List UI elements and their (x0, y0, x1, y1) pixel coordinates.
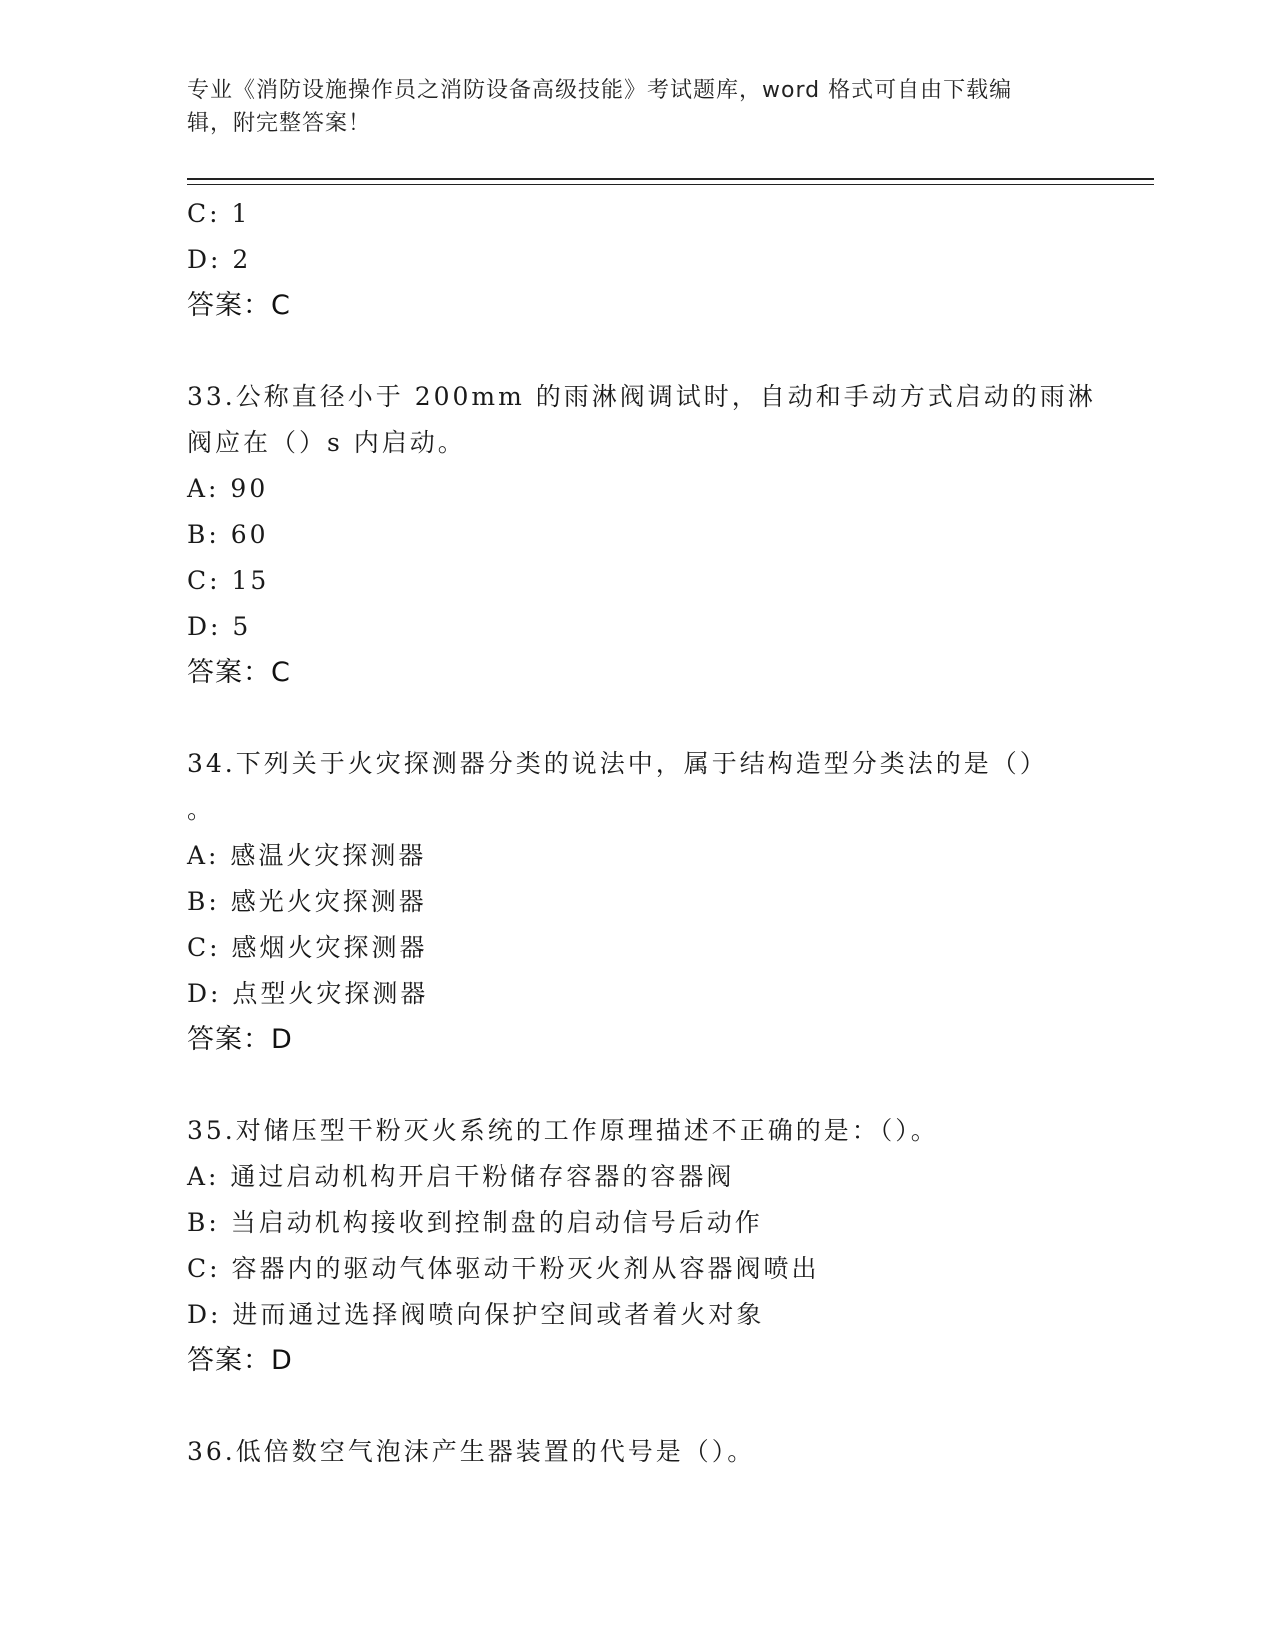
question-33 (187, 374, 1096, 696)
question-list (187, 191, 1096, 1475)
option-c: C: 感烟火灾探测器 (187, 933, 428, 962)
option-a: A: 90 (187, 474, 269, 503)
option-d: D: 点型火灾探测器 (187, 979, 429, 1008)
question-stem: 35.对储压型干粉灭火系统的工作原理描述不正确的是：（）。 (187, 1116, 939, 1145)
question-32-tail (187, 191, 1087, 329)
question-34 (187, 741, 1087, 1063)
question-stem: 36.低倍数空气泡沫产生器装置的代号是（）。 (187, 1437, 756, 1466)
answer-line: 答案：D (187, 1024, 293, 1055)
question-stem: 34.下列关于火灾探测器分类的说法中，属于结构造型分类法的是（） (187, 749, 1048, 778)
header-line-2: 辑，附完整答案！ (187, 111, 372, 136)
answer-line: 答案：D (187, 1345, 293, 1376)
option-d: D: 进而通过选择阀喷向保护空间或者着火对象 (187, 1300, 765, 1329)
document-header (187, 74, 1067, 140)
question-36 (187, 1429, 1087, 1475)
question-stem-continued: 。 (187, 795, 216, 824)
option-b: B: 当启动机构接收到控制盘的启动信号后动作 (187, 1208, 763, 1237)
header-divider-thick (187, 178, 1154, 180)
answer-line: 答案：C (187, 657, 291, 688)
question-35 (187, 1108, 1087, 1384)
option-a: A: 通过启动机构开启干粉储存容器的容器阀 (187, 1162, 735, 1191)
option-b: B: 60 (187, 520, 269, 549)
option-c: C: 1 (187, 199, 251, 228)
question-stem-continued: 阀应在（）s 内启动。 (187, 428, 466, 457)
option-d: D: 2 (187, 245, 252, 274)
option-b: B: 感光火灾探测器 (187, 887, 427, 916)
question-stem: 33.公称直径小于 200mm 的雨淋阀调试时，自动和手动方式启动的雨淋 (187, 382, 1096, 411)
option-c: C: 容器内的驱动气体驱动干粉灭火剂从容器阀喷出 (187, 1254, 820, 1283)
header-divider-thin (187, 184, 1154, 185)
header-line-1: 专业《消防设施操作员之消防设备高级技能》考试题库，word 格式可自由下载编 (187, 78, 1013, 103)
option-c: C: 15 (187, 566, 270, 595)
answer-line: 答案：C (187, 290, 291, 321)
option-d: D: 5 (187, 612, 252, 641)
option-a: A: 感温火灾探测器 (187, 841, 427, 870)
